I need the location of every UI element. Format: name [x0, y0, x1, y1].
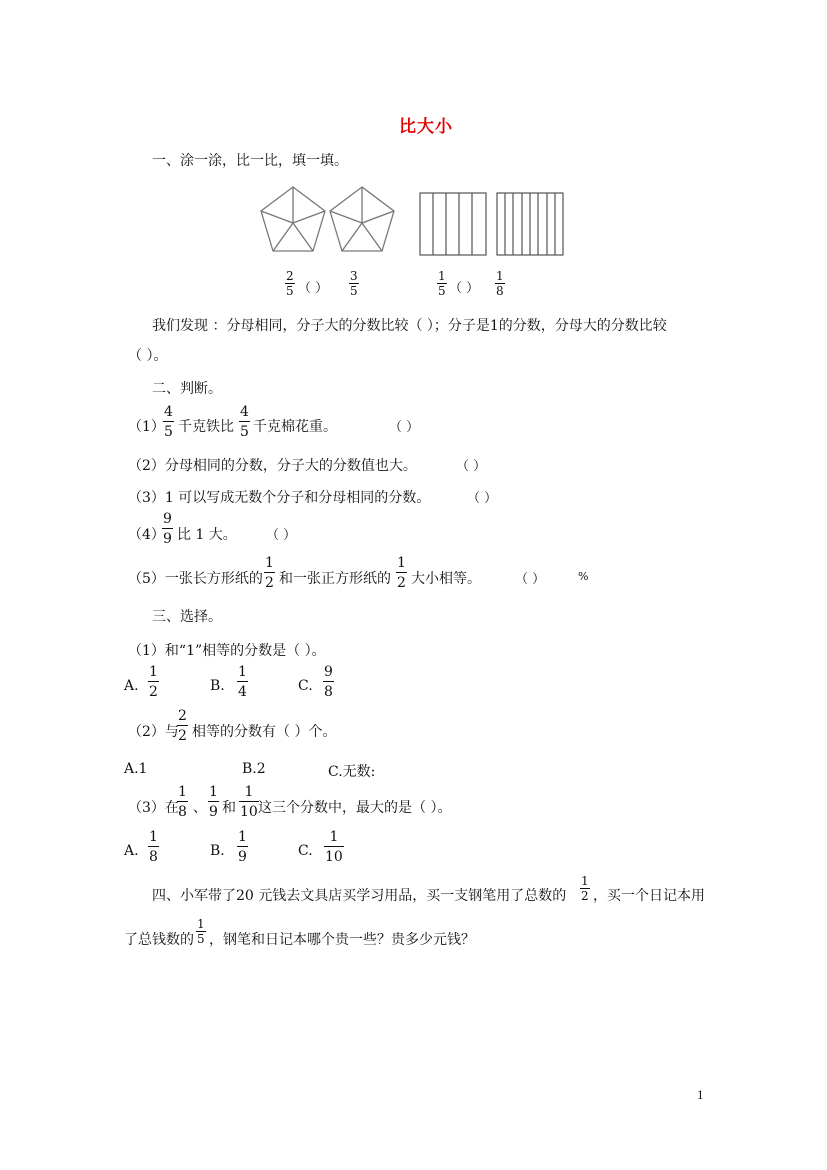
page-number: 1 [697, 1087, 704, 1102]
choice-q2-end: 相等的分数有（ ）个。 [192, 724, 337, 740]
problem-line-2a: 了总钱数的 [124, 932, 194, 948]
judge-q3-answer[interactable]: （ ） [467, 491, 498, 506]
judge-q2-answer[interactable]: （ ） [456, 459, 487, 474]
judge-q4-fraction: 9 9 [163, 511, 172, 547]
judge-q1-label: （1） [128, 419, 165, 435]
choice-q3-sep-2: 和 [222, 800, 236, 816]
judge-q5-mid: 和一张正方形纸的 [279, 571, 391, 587]
choice-q2-label: （2）与 [128, 724, 179, 740]
fraction-3-5: 3 5 [350, 269, 358, 298]
rectangle-fifths-figure [419, 192, 487, 256]
problem-line-1b: ，买一个日记本用 [593, 888, 705, 904]
judge-q5-label: （5）一张长方形纸的 [128, 571, 263, 587]
section-2-heading: 二、判断。 [152, 381, 222, 397]
judge-q5-fraction-2: 1 2 [397, 555, 406, 591]
compare-blank-2[interactable]: （ ） [449, 281, 480, 296]
judge-q5-mark: % [578, 570, 589, 583]
choice-q3-label: （3）在 [128, 800, 179, 816]
choice-q2-option-b[interactable]: B.2 [242, 761, 266, 777]
choice-q3-fraction-1: 1 8 [178, 784, 187, 820]
choice-q3-option-c-label[interactable]: C. [298, 843, 313, 859]
choice-q3-option-a-label[interactable]: A. [124, 843, 139, 859]
judge-q4-answer[interactable]: （ ） [266, 528, 297, 543]
judge-q5-fraction-1: 1 2 [265, 555, 274, 591]
judge-q4-label: （4） [128, 527, 165, 543]
judge-q4-end: 比 1 大。 [177, 527, 237, 543]
choice-q3-option-b-fraction: 1 9 [238, 829, 247, 865]
pentagon-figure-left [258, 185, 328, 255]
rectangle-eighths-figure [496, 192, 564, 256]
choice-q1-option-b-fraction: 1 4 [238, 664, 247, 700]
choice-q1-option-c-fraction: 9 8 [324, 664, 333, 700]
fraction-1-8: 1 8 [496, 269, 504, 298]
compare-blank-1[interactable]: （ ） [298, 281, 329, 296]
choice-q1-option-b-label[interactable]: B. [210, 678, 225, 694]
choice-q3-fraction-3: 1 10 [240, 784, 258, 820]
choice-q2-option-a[interactable]: A.1 [124, 761, 148, 777]
judge-q5-answer[interactable]: （ ） [515, 572, 546, 587]
judge-q1-end: 千克棉花重。 [253, 419, 337, 435]
choice-q1-option-a-fraction: 1 2 [149, 664, 158, 700]
choice-q2-fraction: 2 2 [178, 708, 187, 744]
section-1-heading: 一、涂一涂，比一比，填一填。 [152, 153, 348, 169]
choice-q1-option-a-label[interactable]: A. [124, 678, 139, 694]
fraction-1-5: 1 5 [438, 269, 446, 298]
page-title: 比大小 [399, 117, 453, 137]
judge-q2-text: （2）分母相同的分数，分子大的分数值也大。 [128, 458, 417, 474]
problem-line-1a: 四、小军带了20 元钱去文具店买学习用品，买一支钢笔用了总数的 [152, 888, 567, 904]
choice-q3-sep-1: 、 [193, 800, 207, 816]
choice-q3-option-c-fraction: 1 10 [325, 829, 343, 865]
problem-fraction-1-5: 1 5 [197, 917, 205, 946]
problem-fraction-1-2: 1 2 [581, 874, 589, 903]
choice-q3-option-a-fraction: 1 8 [149, 829, 158, 865]
choice-q2-option-c[interactable]: C.无数: [328, 764, 376, 780]
choice-q3-option-b-label[interactable]: B. [210, 843, 225, 859]
fraction-2-5: 2 5 [286, 269, 294, 298]
judge-q3-text: （3）1 可以写成无数个分子和分母相同的分数。 [128, 490, 431, 506]
pentagon-figure-right [327, 185, 397, 255]
judge-q1-fraction-1: 4 5 [164, 404, 173, 440]
problem-line-2b: ，钢笔和日记本哪个贵一些？贵多少元钱？ [209, 932, 475, 948]
choice-q3-end: 这三个分数中，最大的是（ ）。 [258, 800, 452, 816]
choice-q1-text: （1）和“1”相等的分数是（ ）。 [128, 643, 326, 659]
judge-q1-mid: 千克铁比 [178, 419, 234, 435]
judge-q1-fraction-2: 4 5 [240, 404, 249, 440]
section-3-heading: 三、选择。 [152, 609, 222, 625]
judge-q1-answer[interactable]: （ ） [389, 420, 420, 435]
finding-line-1: 我们发现 ：分母相同，分子大的分数比较（ ）；分子是1的分数，分母大的分数比较 [152, 318, 667, 334]
choice-q3-fraction-2: 1 9 [209, 784, 218, 820]
finding-line-2: （ ）。 [128, 348, 168, 364]
judge-q5-end: 大小相等。 [411, 571, 481, 587]
choice-q1-option-c-label[interactable]: C. [298, 678, 313, 694]
